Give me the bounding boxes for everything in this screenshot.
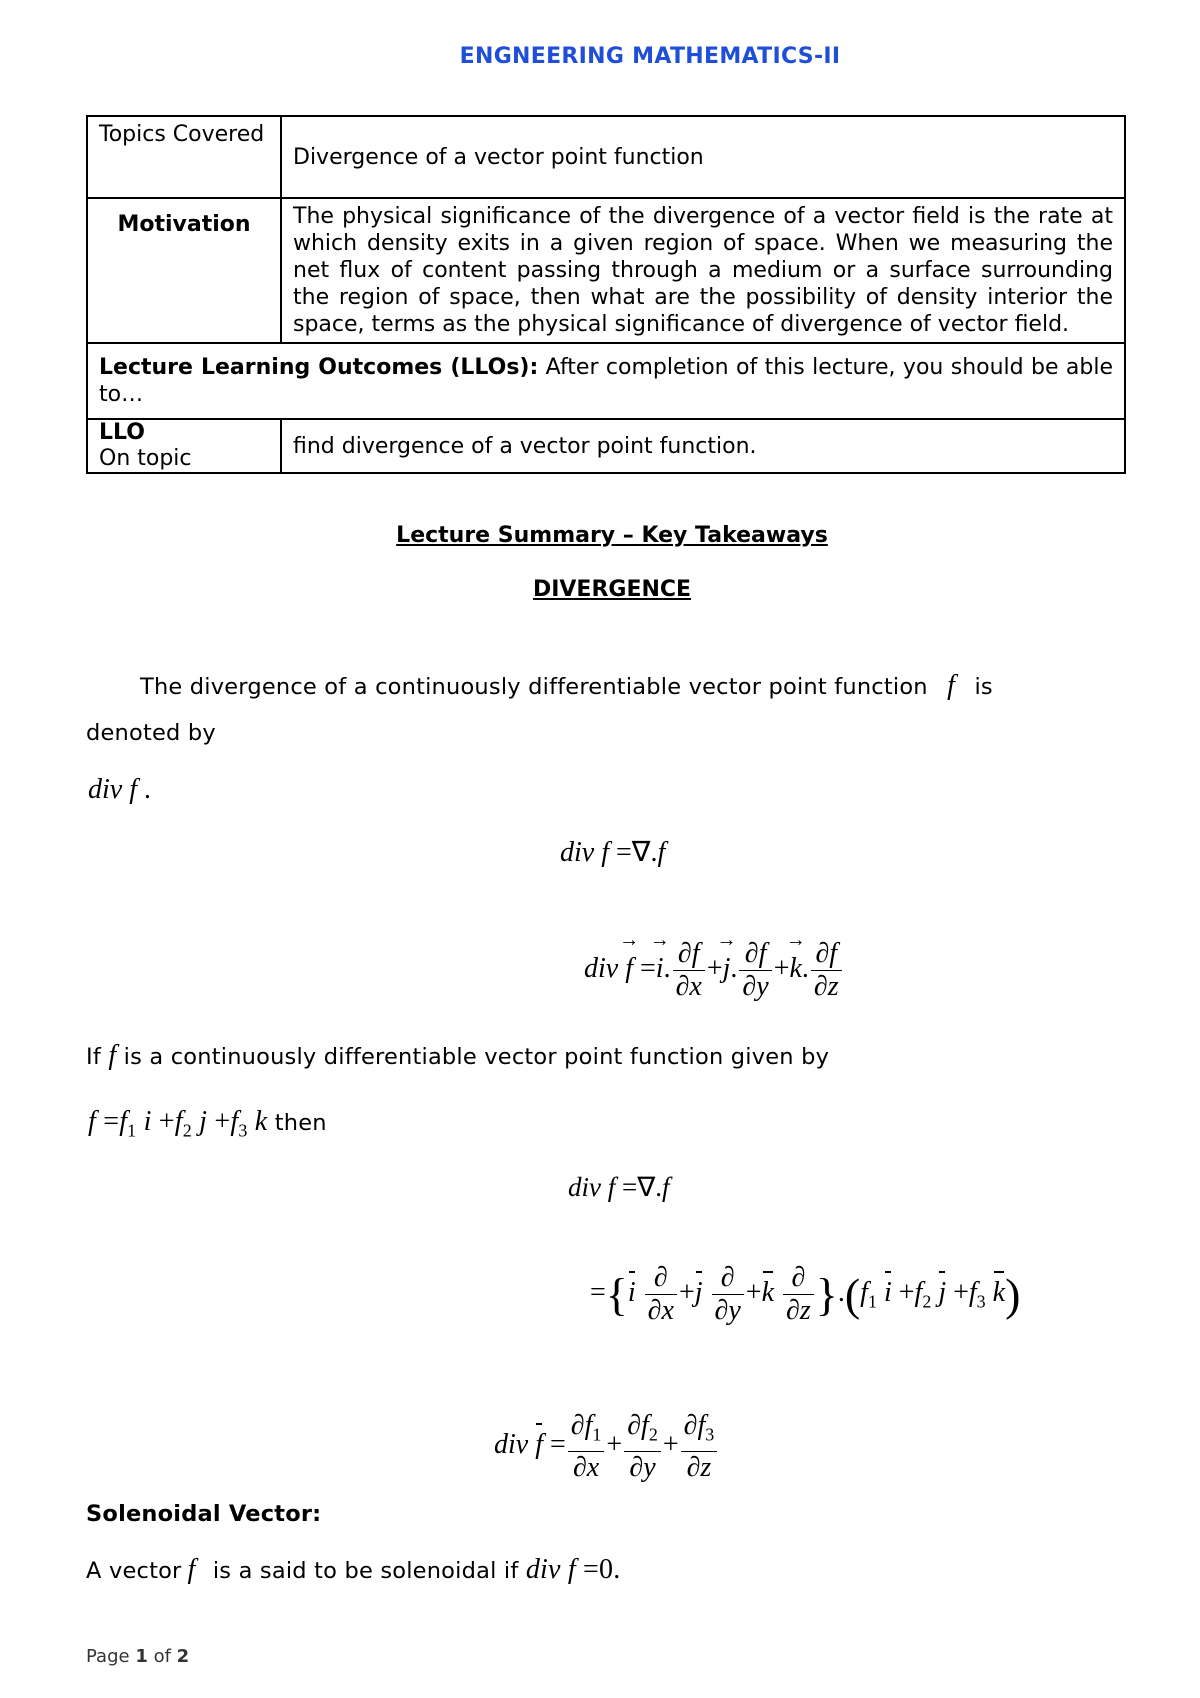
equation-div-nabla-2: div f =∇.f: [568, 1172, 670, 1202]
llo-topic-row: [87, 419, 1125, 473]
llo-sub-label: On topic: [99, 446, 192, 471]
equation-div-nabla: div f =∇.f: [560, 837, 666, 868]
llo-label-cell: [87, 419, 281, 473]
summary-title: Lecture Summary – Key Takeaways: [396, 523, 828, 548]
symbol-f: f: [187, 1554, 196, 1585]
equation-solenoidal: div f =0.: [525, 1554, 621, 1585]
topics-row: [87, 116, 1125, 198]
solenoidal-start: A vector: [86, 1558, 182, 1584]
paragraph-if: [86, 1040, 829, 1072]
topics-label: Topics Covered: [87, 116, 281, 198]
llo-row: [87, 343, 1125, 419]
if-text: If: [86, 1044, 101, 1070]
llo-intro-text: After completion of this lecture, you should be able to…: [99, 355, 1113, 407]
solenoidal-title: Solenoidal Vector:: [86, 1501, 322, 1527]
footer-page: Page: [86, 1646, 130, 1667]
solenoidal-mid: is a said to be solenoidal if: [212, 1558, 519, 1584]
equation-components: $f =f_1$ $i +f_2$ $j +f_3$ k: [88, 1106, 268, 1141]
equation-div-partials: div → f =→ i. $\frac{\partial f}{\partial x}$ +→ j. $\frac{\partial f}{\partial y}$ +→ k. $\frac{\partial f}{\partial z}$: [584, 938, 844, 1003]
motivation-text: The physical significance of the divergence of a vector field is the rate at which density exits in a given region of space. When we measuring the net flux of content passing through a medium or a surface surrounding the region of space, then what are the possibility of density interior the space, terms as the physical significance of divergence of vector field.: [281, 198, 1125, 343]
llo-intro-bold: Lecture Learning Outcomes (LLOs):: [99, 355, 539, 380]
topics-value: Divergence of a vector point function: [281, 116, 1125, 198]
equation-div-f: div f .: [88, 774, 151, 805]
divergence-title: DIVERGENCE: [532, 577, 692, 602]
footer-current: 1: [135, 1646, 148, 1667]
paragraph-intro: [140, 670, 993, 702]
symbol-f: f: [108, 1040, 117, 1071]
document-header: ENGNEERING MATHEMATICS-II: [459, 44, 841, 69]
intro-text: The divergence of a continuously differentiable vector point function: [140, 674, 928, 700]
lecture-info-table: [86, 115, 1126, 474]
footer-of: of: [153, 1646, 171, 1667]
motivation-label: Motivation: [87, 198, 281, 343]
llo-label: LLO: [99, 420, 145, 445]
paragraph-components: [88, 1106, 327, 1142]
equation-divergence-result: div f = $\frac{\partial f_1}{\partial x}$ + $\frac{\partial f_2}{\partial y}$ + $\frac{\partial f_3}{\partial z}$: [494, 1410, 719, 1484]
llo-intro: [87, 343, 1125, 419]
page-footer: [86, 1646, 189, 1667]
symbol-f: f: [947, 670, 956, 701]
if-cont: is a continuously differentiable vector point function given by: [123, 1044, 830, 1070]
equation-expanded: ={i $\frac{\partial}{\partial x}$ +j $\frac{\partial}{\partial y}$ +k $\frac{\partial}{\partial z}$ }$.(f_1$ $i +f_2$ $j +f_3$ k): [590, 1262, 1021, 1326]
footer-total: 2: [176, 1646, 190, 1667]
intro-is: is: [974, 674, 993, 700]
then-text: then: [274, 1110, 327, 1136]
solenoidal-definition: [86, 1554, 620, 1586]
denoted-by: denoted by: [86, 720, 216, 746]
motivation-row: [87, 198, 1125, 343]
llo-value: find divergence of a vector point function.: [281, 419, 1125, 473]
